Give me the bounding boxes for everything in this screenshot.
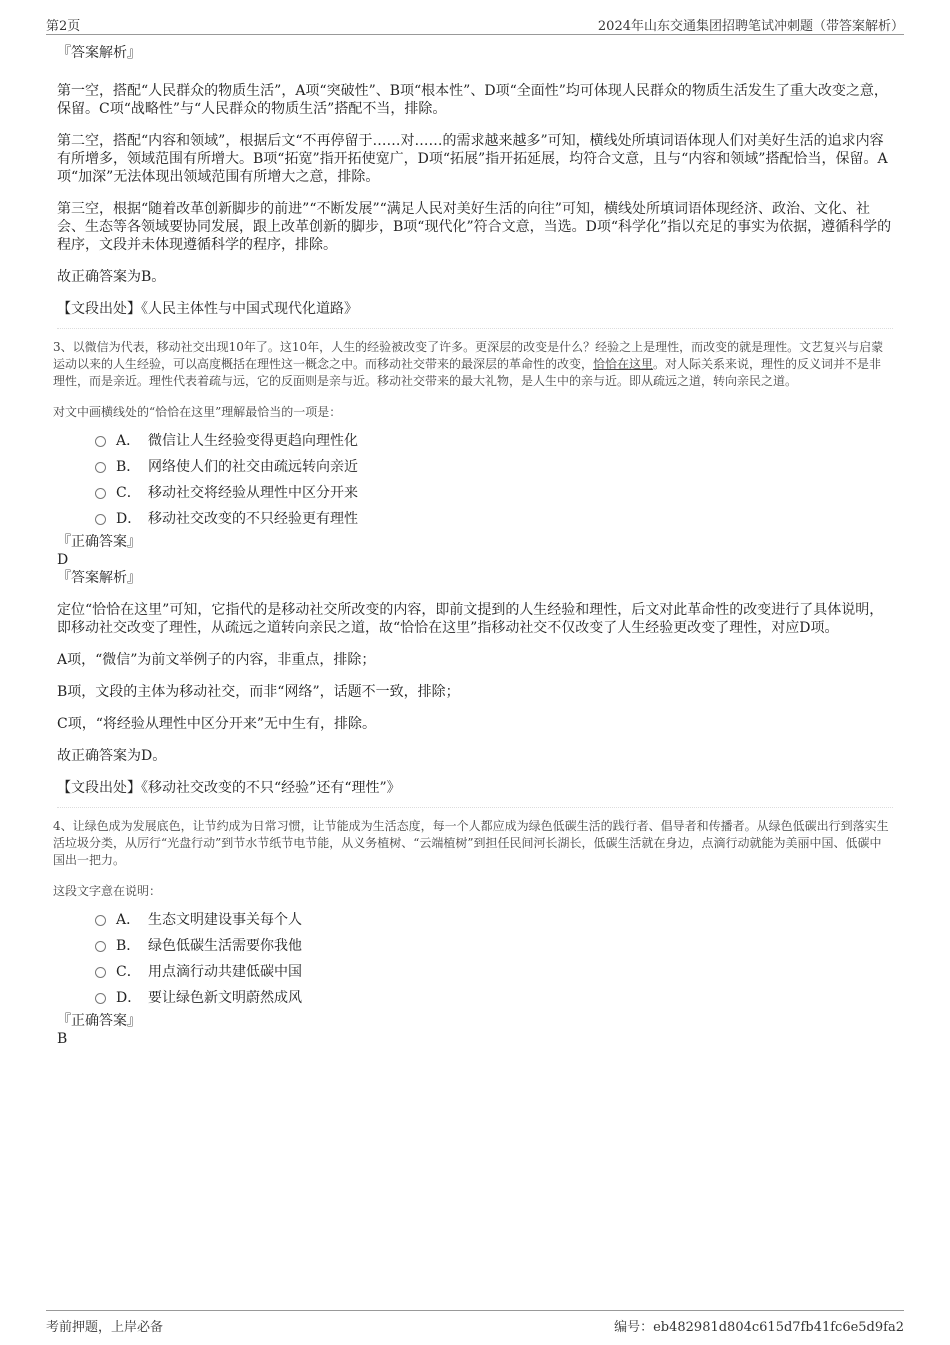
radio-icon[interactable] [95, 915, 106, 926]
q3-analysis-paragraph: A项，“微信”为前文举例子的内容，非重点，排除； [57, 652, 376, 668]
option-letter: A． [116, 912, 141, 928]
option-text: 移动社交改变的不只经验更有理性 [148, 511, 358, 527]
section-divider [57, 328, 893, 329]
q3-analysis-paragraph: 定位“恰恰在这里”可知，它指代的是移动社交所改变的内容，即前文提到的人生经验和理性，后文对此革命性的改变进行了具体说明，即移动社交改变了理性，从疏远之道转向亲民之道，故“恰恰在这里”指移动社交不仅改变了人生经验更改变了理性，对应D项。 [57, 602, 884, 636]
document-title: 2024年山东交通集团招聘笔试冲刺题（带答案解析） [597, 19, 904, 34]
radio-icon[interactable] [95, 488, 106, 499]
q3-analysis-paragraph: B项，文段的主体为移动社交，而非“网络”，话题不一致，排除； [57, 684, 460, 700]
option-text: 生态文明建设事关每个人 [148, 912, 302, 928]
document-id: 编号：eb482981d804c615d7fb41fc6e5d9fa2 [614, 1320, 904, 1335]
option-c[interactable] [95, 958, 893, 984]
option-text: 微信让人生经验变得更趋向理性化 [148, 433, 358, 449]
q3-underlined-phrase: 恰恰在这里 [593, 357, 654, 371]
q3-answer-label: 『正确答案』 [57, 534, 141, 550]
option-text: 用点滴行动共建低碳中国 [148, 964, 302, 980]
option-a[interactable] [95, 906, 893, 932]
option-c[interactable] [95, 479, 893, 505]
q3-analysis-paragraph: C项，“将经验从理性中区分开来”无中生有，排除。 [57, 716, 377, 732]
q3-conclusion: 故正确答案为D。 [57, 748, 167, 764]
radio-icon[interactable] [95, 967, 106, 978]
q4-question: 这段文字意在说明： [53, 884, 162, 898]
option-letter: C． [116, 964, 141, 980]
q4-answer-label: 『正确答案』 [57, 1013, 141, 1029]
option-text: 网络使人们的社交由疏远转向亲近 [148, 459, 358, 475]
q3-source: 【文段出处】《移动社交改变的不只“经验”还有“理性”》 [57, 780, 401, 796]
option-letter: C． [116, 485, 141, 501]
radio-icon[interactable] [95, 462, 106, 473]
page-number: 第2页 [46, 19, 81, 34]
radio-icon[interactable] [95, 514, 106, 525]
option-b[interactable] [95, 453, 893, 479]
option-text: 移动社交将经验从理性中区分开来 [148, 485, 358, 501]
q2-analysis-paragraph: 第三空，根据“随着改革创新脚步的前进”“不断发展”“满足人民对美好生活的向往”可知，横线处所填词语体现经济、政治、文化、社会、生态等各领域要协同发展，跟上改革创新的脚步，B项“现代化”符合文意，当选。D项“科学化”指以充足的事实为依据，遵循科学的程序，文段并未体现遵循科学的程序，排除。 [57, 201, 892, 253]
q2-analysis-paragraph: 第一空，搭配“人民群众的物质生活”，A项“突破性”、B项“根本性”、D项“全面性”均可体现人民群众的物质生活发生了重大改变之意，保留。C项“战略性”与“人民群众的物质生活”搭配不当，排除。 [57, 83, 888, 117]
option-letter: B． [116, 459, 141, 475]
q4-options [95, 906, 893, 1010]
option-letter: D． [116, 511, 142, 527]
q3-passage-text: 3、以微信为代表，移动社交出现10年了。这10年，人生的经验被改变了许多。更深层的改变是什么？经验之上是理性，而改变的就是理性。文艺复兴与启蒙运动以来的人生经验，可以高度概括在理性这一概念之中。而移动社交带来的最深层的革命性的改变， [53, 340, 884, 371]
q2-analysis-label: 『答案解析』 [57, 45, 141, 61]
option-letter: B． [116, 938, 141, 954]
option-letter: A． [116, 433, 141, 449]
q4-passage: 4、让绿色成为发展底色，让节约成为日常习惯，让节能成为生活态度，每一个人都应成为绿色低碳生活的践行者、倡导者和传播者。从绿色低碳出行到落实生活垃圾分类，从厉行“光盘行动”到节水节纸节电节能，从义务植树、“云端植树”到担任民间河长湖长，低碳生活就在身边，点滴行动就能为美丽中国、低碳中国出一把力。 [53, 819, 889, 867]
q3-question: 对文中画横线处的“恰恰在这里”理解最恰当的一项是： [53, 405, 342, 419]
q3-options [95, 427, 893, 531]
option-d[interactable] [95, 505, 893, 531]
page-footer [46, 1310, 904, 1335]
option-a[interactable] [95, 427, 893, 453]
q4-answer: B [57, 1031, 68, 1047]
q3-answer: D [57, 552, 69, 568]
q3-passage [53, 339, 893, 390]
radio-icon[interactable] [95, 436, 106, 447]
radio-icon[interactable] [95, 941, 106, 952]
option-text: 绿色低碳生活需要你我他 [148, 938, 302, 954]
option-b[interactable] [95, 932, 893, 958]
q2-conclusion: 故正确答案为B。 [57, 269, 166, 285]
q2-analysis-paragraph: 第二空，搭配“内容和领域”，根据后文“不再停留于……对……的需求越来越多”可知，横线处所填词语体现人们对美好生活的追求内容有所增多，领域范围有所增大。B项“拓宽”指开拓使宽广，D项“拓展”指开拓延展，均符合文意，且与“内容和领域”搭配恰当，保留。A项“加深”无法体现出领域范围有所增大之意，排除。 [57, 133, 888, 185]
footer-slogan: 考前押题，上岸必备 [46, 1320, 164, 1335]
option-letter: D． [116, 990, 142, 1006]
section-divider [57, 807, 893, 808]
page-header [46, 14, 904, 35]
option-d[interactable] [95, 984, 893, 1010]
option-text: 要让绿色新文明蔚然成风 [148, 990, 302, 1006]
radio-icon[interactable] [95, 993, 106, 1004]
document-content [53, 44, 893, 1048]
q3-passage-text: 。对人际关系来说，理性的反义词并不是非理性，而是亲近。理性代表着疏与远，它的反面则是亲与近。移动社交带来的最大礼物，是人生中的亲与近。即从疏远之道，转向亲民之道。 [53, 357, 882, 388]
q2-source: 【文段出处】《人民主体性与中国式现代化道路》 [57, 301, 358, 317]
q3-analysis-label: 『答案解析』 [57, 570, 141, 586]
